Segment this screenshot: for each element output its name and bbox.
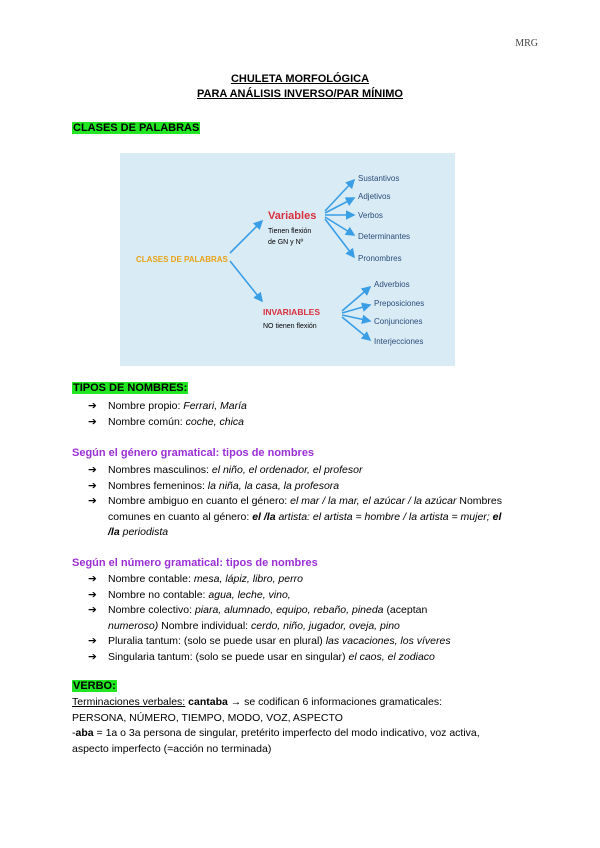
list-item: ➔ Nombre contable: mesa, lápiz, libro, perro: [88, 572, 538, 588]
section-verbo-heading: [72, 680, 117, 692]
verb-categories: PERSONA, NÚMERO, TIEMPO, MODO, VOZ, ASPECTO: [72, 711, 343, 724]
diagram-invariables: INVARIABLES: [263, 307, 320, 317]
author-initials: MRG: [515, 38, 538, 49]
arrow-adverbios: [342, 287, 370, 311]
list-item: ➔ Singularia tantum: (solo se puede usar en singular) el caos, el zodiaco: [88, 650, 538, 666]
page-title: [0, 72, 600, 102]
diagram-pronombres: Pronombres: [358, 254, 402, 263]
term-label: Terminaciones verbales:: [72, 696, 186, 708]
nombres-heading: TIPOS DE NOMBRES:: [73, 382, 188, 394]
right-arrow-icon: ➔: [88, 573, 97, 585]
title-line-2: PARA ANÁLISIS INVERSO/PAR MÍNIMO: [197, 88, 403, 100]
diagram-root: CLASES DE PALABRAS: [136, 255, 228, 264]
right-arrow-icon: ➔: [88, 650, 97, 663]
aba-description: = 1a o 3a persona de singular, pretérito imperfecto del modo indicativo, voz activa,: [96, 727, 480, 739]
aba-dash: -: [72, 727, 76, 739]
right-arrow-icon: ➔: [88, 479, 97, 492]
diagram-invariables-note: NO tienen flexión: [263, 323, 317, 330]
term-word: cantaba: [188, 696, 228, 708]
list-item: ➔ Nombre colectivo: piara, alumnado, equipo, rebaño, pineda (aceptan numeroso) Nombre individual: cerdo, niño, jugador, oveja, pino: [88, 604, 428, 632]
right-arrow-icon: ➔: [88, 495, 97, 507]
diagram-determinantes: Determinantes: [358, 232, 411, 241]
word-classes-diagram: [120, 153, 455, 366]
genero-list: [88, 463, 538, 541]
section-nombres-heading: [72, 382, 188, 394]
verbo-paragraph: [72, 695, 542, 757]
aba-description-2: aspecto imperfecto (=acción no terminada): [72, 742, 272, 755]
right-arrow-icon: ➔: [88, 635, 97, 647]
numero-list: [88, 572, 538, 665]
diagram-interjecciones: Interjecciones: [374, 337, 424, 346]
list-item: ➔ Nombres femeninos: la niña, la casa, la profesora: [88, 479, 538, 495]
right-arrow-icon: ➔: [88, 588, 97, 601]
diagram-preposiciones: Preposiciones: [374, 299, 425, 308]
list-item: ➔ Nombre ambiguo en cuanto el género: el mar / la mar, el azúcar / la azúcar Nombres comunes en cuanto al género: el /la artista: el artista = hombre / la artista = mujer; el /la periodista: [88, 495, 502, 538]
list-item: ➔ Nombres masculinos: el niño, el ordenador, el profesor: [88, 463, 538, 479]
arrow-to-invariables: [230, 261, 262, 301]
right-arrow-icon: ➔: [88, 400, 97, 412]
list-item: ➔ Pluralia tantum: (solo se puede usar en plural) las vacaciones, los víveres: [88, 634, 538, 650]
genero-heading: Según el género gramatical: tipos de nombres: [72, 447, 315, 459]
arrow-to-variables: [230, 221, 262, 253]
diagram-verbos: Verbos: [358, 211, 383, 220]
diagram-variables: Variables: [268, 210, 317, 222]
arrow-pronombres: [325, 219, 354, 257]
clases-heading: CLASES DE PALABRAS: [73, 122, 200, 134]
verbo-heading: VERBO:: [73, 680, 116, 692]
list-item: ➔ Nombre común: coche, chica: [88, 415, 538, 431]
diagram-conjunciones: Conjunciones: [374, 317, 423, 326]
numero-heading: Según el número gramatical: tipos de nombres: [72, 557, 318, 569]
arrow-preposiciones: [342, 305, 370, 313]
right-arrow-icon: ➔: [88, 415, 97, 428]
diagram-adverbios: Adverbios: [374, 280, 410, 289]
list-item: ➔ Nombre no contable: agua, leche, vino,: [88, 588, 538, 604]
right-arrow-icon: ➔: [88, 604, 97, 616]
nombres-list: [88, 399, 538, 430]
term-rest: → se codifican 6 informaciones gramaticales:: [230, 696, 443, 708]
title-line-1: CHULETA MORFOLÓGICA: [230, 73, 370, 85]
aba-ending: aba: [75, 727, 94, 739]
diagram-adjetivos: Adjetivos: [358, 192, 391, 201]
right-arrow-icon: ➔: [88, 464, 97, 476]
diagram-variables-note2: de GN y Nº: [268, 239, 304, 246]
diagram-sustantivos: Sustantivos: [358, 174, 400, 183]
list-item: ➔ Nombre propio: Ferrari, María: [88, 399, 538, 415]
diagram-svg: [120, 153, 455, 366]
diagram-variables-note1: Tienen flexión: [268, 228, 312, 235]
section-clases-heading: [72, 122, 200, 134]
